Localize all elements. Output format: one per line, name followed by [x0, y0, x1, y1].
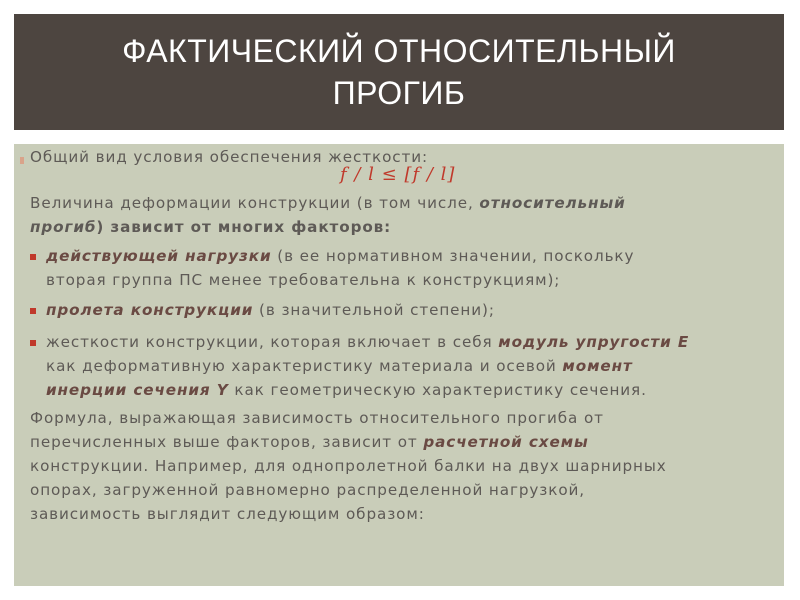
bullet-3-line-2 — [46, 357, 633, 375]
bullet-1-text: (в ее нормативном значении, поскольку — [271, 247, 635, 265]
bullet-3-emphasis: момент — [562, 357, 633, 375]
paragraph-1-emphasis: относительный — [479, 194, 626, 212]
paragraph-1-line-1 — [30, 194, 626, 212]
title-bar — [14, 14, 784, 130]
bullet-2-text: (в значительной степени); — [253, 301, 495, 319]
bullet-2-marker — [30, 308, 36, 314]
stiffness-formula: f / l ≤ [f / l] — [340, 164, 456, 185]
paragraph-1-text: ) зависит от многих факторов: — [96, 218, 392, 236]
bullet-3-line-1 — [46, 333, 689, 351]
slide-title-line-2: ПРОГИБ — [332, 75, 466, 111]
paragraph-2-emphasis: расчетной схемы — [423, 433, 589, 451]
bullet-3-line-3 — [46, 381, 647, 399]
paragraph-2-line-1: Формула, выражающая зависимость относительного прогиба от — [30, 409, 604, 427]
bullet-3-text: как геометрическую характеристику сечения. — [228, 381, 647, 399]
bullet-1-line-2: вторая группа ПС менее требовательна к конструкциям); — [46, 271, 561, 289]
bullet-1-marker — [30, 254, 36, 260]
bullet-1-line-1 — [46, 247, 634, 265]
intro-line: Общий вид условия обеспечения жесткости: — [30, 148, 429, 166]
paragraph-2-text: перечисленных выше факторов, зависит от — [30, 433, 424, 451]
paragraph-2-line-4: опорах, загруженной равномерно распределенной нагрузкой, — [30, 481, 586, 499]
bullet-2-emphasis: пролета конструкции — [46, 301, 254, 319]
paragraph-1-line-2 — [30, 218, 391, 236]
paragraph-2-line-3: конструкции. Например, для однопролетной балки на двух шарнирных — [30, 457, 667, 475]
bullet-1-emphasis: действующей нагрузки — [46, 247, 272, 265]
bullet-3-emphasis: модуль упругости E — [498, 333, 690, 351]
accent-mark — [20, 157, 24, 164]
bullet-3-text: как деформативную характеристику материала и осевой — [46, 357, 563, 375]
bullet-3-text: жесткости конструкции, которая включает в себя — [46, 333, 499, 351]
bullet-3-emphasis: инерции сечения Y — [46, 381, 229, 399]
bullet-2-line — [46, 301, 495, 319]
bullet-3-marker — [30, 340, 36, 346]
slide-title-line-1: ФАКТИЧЕСКИЙ ОТНОСИТЕЛЬНЫЙ — [122, 33, 676, 69]
content-panel — [14, 144, 784, 586]
paragraph-2-line-5: зависимость выглядит следующим образом: — [30, 505, 425, 523]
paragraph-1-emphasis: прогиб — [30, 218, 97, 236]
paragraph-2-line-2 — [30, 433, 589, 451]
paragraph-1-text: Величина деформации конструкции (в том числе, — [30, 194, 480, 212]
